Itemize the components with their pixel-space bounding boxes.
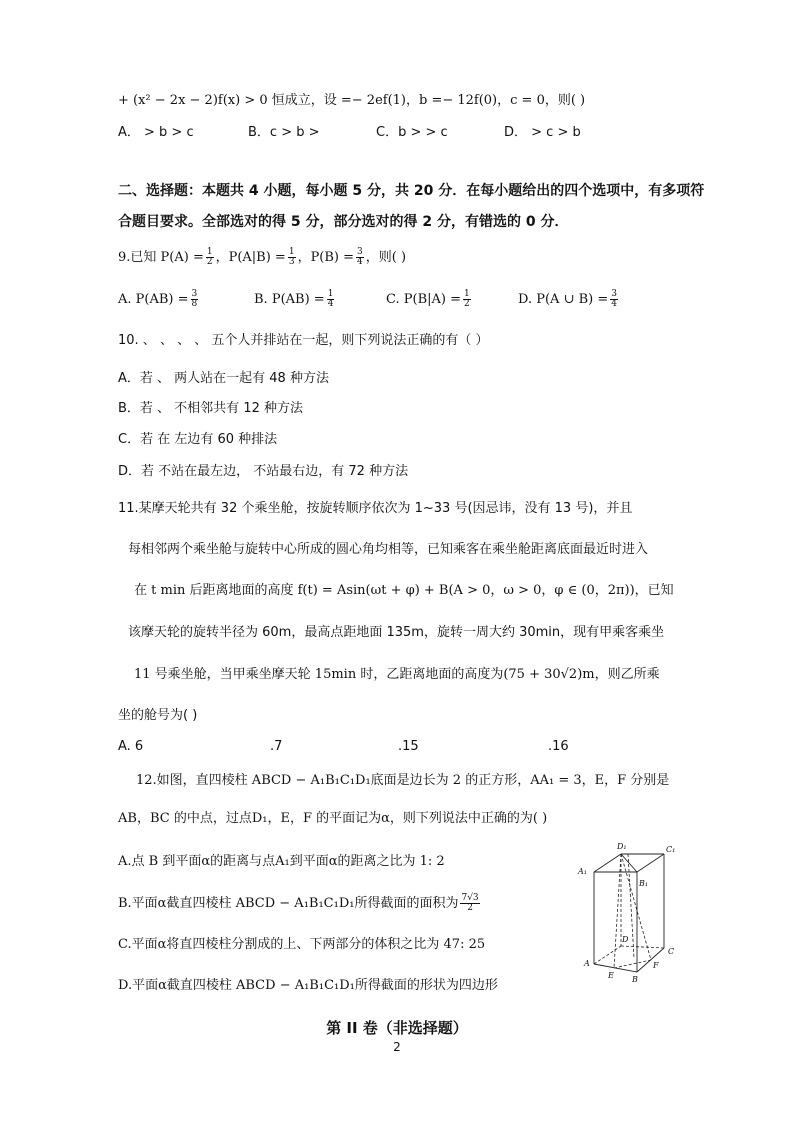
q11-line-2: 每相邻两个乘坐舱与旋转中心所成的圆心角均相等，已知乘客在乘坐舱距离底面最近时进入 <box>128 542 649 557</box>
page-number: 2 <box>393 1040 401 1054</box>
q12-option-b: B.平面α截直四棱柱 ABCD − A₁B₁C₁D₁所得截面的面积为 $\frac{7√3}{2}$ <box>118 893 479 913</box>
label-A1: A₁ <box>578 867 587 876</box>
label-F: F <box>653 961 659 970</box>
label-B1: B₁ <box>639 879 649 888</box>
q10-option-b: B．若 、 不相邻共有 12 种方法 <box>118 401 303 416</box>
q9-option-b: B. P(AB) = $\frac{1}{4}$ <box>254 289 334 309</box>
q8-option-d: D． > c > b <box>504 125 581 140</box>
section2-heading-line1: 二、选择题：本题共 4 小题，每小题 5 分，共 20 分．在每小题给出的四个选项中，有多项符 <box>118 183 705 199</box>
q9-option-a: A. P(AB) = $\frac{3}{8}$ <box>118 289 198 309</box>
q8-condition: + (x² − 2x − 2)f(x) > 0 恒成立，设 =− 2ef(1)，b =− 12f(0)，c = 0，则( ) <box>118 93 586 108</box>
q11-line-5: 11 号乘坐舱，当甲乘坐摩天轮 15min 时，乙距离地面的高度为(75 + 30√2)m，则乙所乘 <box>134 667 660 682</box>
q9-option-c: C. P(B|A) = $\frac{1}{2}$ <box>386 289 470 309</box>
q12-line-1: 12.如图，直四棱柱 ABCD − A₁B₁C₁D₁底面是边长为 2 的正方形，AA₁ = 3，E，F 分别是 <box>136 773 670 788</box>
q11-line-1: 11.某摩天轮共有 32 个乘坐舱，按旋转顺序依次为 1~33 号(因忌讳，没有 13 号)，并且 <box>118 501 633 516</box>
q11-option-c: .15 <box>398 739 419 754</box>
q10-option-c: C．若 在 左边有 60 种排法 <box>118 432 278 447</box>
q12-option-d: D.平面α截直四棱柱 ABCD − A₁B₁C₁D₁所得截面的形状为四边形 <box>118 978 498 993</box>
q11-line-6: 坐的舱号为( ) <box>118 708 198 723</box>
label-C1: C₁ <box>666 845 676 854</box>
q8-option-c: C．b > > c <box>376 125 448 140</box>
q9-option-d: D. P(A ∪ B) = $\frac{3}{4}$ <box>518 289 617 309</box>
q8-option-b: B．c > b > <box>248 125 320 140</box>
prism-figure <box>572 838 692 988</box>
section2-heading-line2: 合题目要求。全部选对的得 5 分，部分选对的得 2 分，有错选的 0 分． <box>118 214 569 230</box>
q10-option-d: D．若 不站在最左边， 不站最右边，有 72 种方法 <box>118 464 409 479</box>
q11-option-b: .7 <box>270 739 283 754</box>
q12-option-c: C.平面α将直四棱柱分割成的上、下两部分的体积之比为 47: 25 <box>118 937 486 952</box>
q11-option-a: A. 6 <box>118 739 144 754</box>
label-D1: D₁ <box>617 842 627 851</box>
label-D: D <box>622 935 629 944</box>
q11-line-4: 该摩天轮的旋转半径为 60m，最高点距地面 135m，旋转一周大约 30min，现有甲乘客乘坐 <box>128 625 665 640</box>
label-B: B <box>632 975 638 984</box>
q11-option-d: .16 <box>548 739 569 754</box>
q10-option-a: A．若 、 两人站在一起有 48 种方法 <box>118 371 329 386</box>
q12-line-2: AB，BC 的中点，过点D₁，E，F 的平面记为α，则下列说法中正确的为( ) <box>118 811 548 826</box>
label-C: C <box>668 947 675 956</box>
part2-title: 第 II 卷（非选择题） <box>326 1019 468 1037</box>
q11-line-3: 在 t min 后距离地面的高度 f(t) = Asin(ωt + φ) + B(A > 0，ω > 0，φ ∈ (0，2π))，已知 <box>134 583 674 598</box>
label-A: A <box>584 959 590 968</box>
q12-option-a: A.点 B 到平面α的距离与点A₁到平面α的距离之比为 1: 2 <box>118 854 445 869</box>
q9-stem: 9.已知 P(A) = $\frac{1}{2}$ ，P(A|B) = $\frac{1}{3}$ ，P(B) = $\frac{3}{4}$ ，则( ) <box>118 247 407 267</box>
q10-stem: 10. 、 、 、 、 五个人并排站在一起，则下列说法正确的有（ ） <box>118 333 489 348</box>
label-E: E <box>608 971 614 980</box>
q8-option-a: A． > b > c <box>118 125 194 140</box>
